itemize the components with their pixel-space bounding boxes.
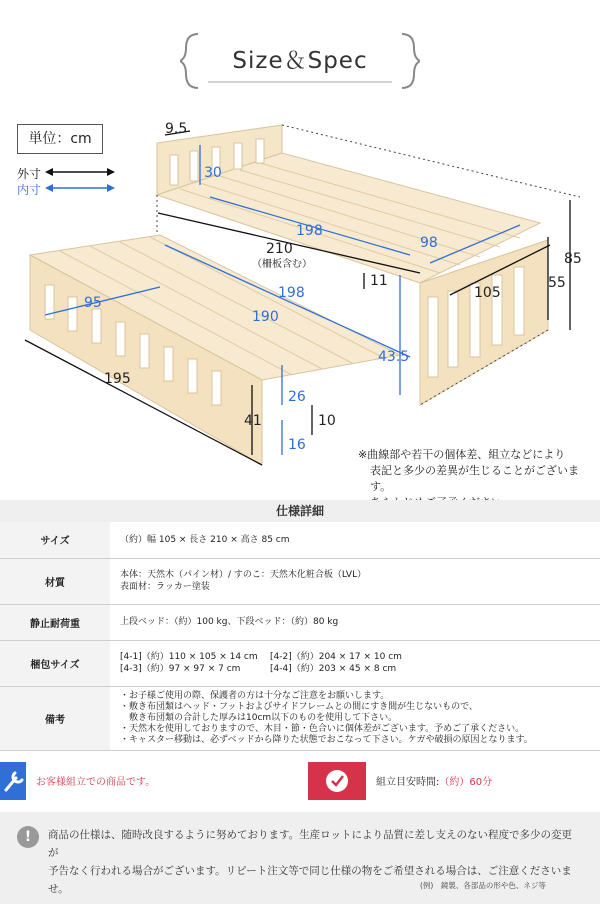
notice-line: 商品の仕様は、随時改良するように努めております。生産ロットにより品質に差し支えのない程度で多少の変更が <box>48 829 572 859</box>
note-line: 表記と多少の差異が生じることがございます。 <box>370 464 579 493</box>
dim-9-5: 9.5 <box>165 121 188 137</box>
material-line: 本体：天然木（パイン材）/ すのこ：天然木化粧合板（LVL） <box>120 570 367 580</box>
remark-line: ・敷き布団類はヘッド・フットおよびサイドフレームとの間にすき間が生じないもので、 <box>120 701 478 712</box>
package-item: [4-4]（約）203 × 45 × 8 cm <box>270 664 397 674</box>
dim-95: 95 <box>84 295 102 311</box>
dim-198-lower: 198 <box>278 285 305 301</box>
assembly-text: お客様組立での商品です。 <box>36 777 156 788</box>
table-row <box>0 558 600 604</box>
assembly-time-label: 組立目安時間: <box>376 777 440 788</box>
note-line: ※曲線部や若干の個体差、組立などにより <box>358 448 566 461</box>
dim-43-5: 43.5 <box>378 349 410 365</box>
row-value-load: 上段ベッド：（約）100 kg、下段ベッド：（約）80 kg <box>110 604 600 640</box>
dim-210: 210 <box>266 241 293 257</box>
row-head-remarks: 備考 <box>0 686 110 750</box>
dim-30: 30 <box>204 165 222 181</box>
clock-icon <box>308 762 366 800</box>
legend-outer-label: 外寸 <box>17 167 42 181</box>
wrench-icon <box>0 762 26 800</box>
dim-105: 105 <box>474 285 501 301</box>
spec-table <box>0 522 600 751</box>
remark-line: ・キャスター移動は、必ずベッドから降りた状態でおこなって下さい。ケガや破損の原因となります。 <box>120 734 533 745</box>
row-value-package <box>110 640 600 686</box>
package-item: [4-3]（約）97 × 97 × 7 cm <box>120 664 241 674</box>
table-row <box>0 522 600 558</box>
page-title: Size＆Spec <box>232 48 368 74</box>
bed-illustration <box>0 105 600 495</box>
assembly-time <box>376 773 492 788</box>
dim-10: 10 <box>318 413 336 429</box>
dim-98: 98 <box>420 235 438 251</box>
dim-198-upper: 198 <box>296 223 323 239</box>
material-line: 表面材：ラッカー塗装 <box>120 582 210 592</box>
row-head-package: 梱包サイズ <box>0 640 110 686</box>
row-head-material: 材質 <box>0 558 110 604</box>
lower-bed <box>30 235 400 465</box>
row-value-remarks <box>110 686 600 750</box>
dim-195: 195 <box>104 371 131 387</box>
row-head-load: 静止耐荷重 <box>0 604 110 640</box>
package-item: [4-1]（約）110 × 105 × 14 cm <box>120 652 258 662</box>
notice-box <box>0 812 600 904</box>
row-head-size: サイズ <box>0 522 110 558</box>
spec-title: 仕様詳細 <box>0 500 600 522</box>
table-row <box>0 640 600 686</box>
dim-85: 85 <box>564 251 582 267</box>
package-grid <box>120 651 600 675</box>
row-value-size: （約）幅 105 × 長さ 210 × 高さ 85 cm <box>110 522 600 558</box>
notice-example: (例) 鏡製、各部品の形や色、ネジ等 <box>420 881 546 890</box>
exclamation-icon: ! <box>17 826 39 848</box>
assembly-time-value: （約）60分 <box>439 777 493 788</box>
dim-16: 16 <box>288 437 306 453</box>
dim-190: 190 <box>252 309 279 325</box>
remark-line: ・お子様ご使用の際、保護者の方は十分なご注意をお願いします。 <box>120 690 390 701</box>
remark-line: ・天然木を使用しておりますので、木目・節・色合いに個体差がございます。予めご了承ください。 <box>120 723 525 734</box>
table-row <box>0 604 600 640</box>
row-value-material <box>110 558 600 604</box>
section-title-frame <box>180 28 420 94</box>
remark-line: 敷き布団類の合計した厚みは10cm以下のものを使用して下さい。 <box>120 712 398 723</box>
assembly-bar <box>0 762 600 800</box>
dim-11: 11 <box>370 273 388 289</box>
legend-inner-label: 内寸 <box>17 183 42 197</box>
dim-26: 26 <box>288 389 306 405</box>
table-row <box>0 686 600 750</box>
notice-line: 予告なく行われる場合がございます。リピート注文等で同じ仕様の物をご希望される場合は、ご注意くださいませ。 <box>48 865 572 895</box>
dim-55: 55 <box>548 275 566 291</box>
package-item: [4-2]（約）204 × 17 × 10 cm <box>270 652 402 662</box>
dim-210-note: （柵板含む） <box>252 259 312 270</box>
dim-41: 41 <box>244 413 262 429</box>
unit-label: 単位：cm <box>17 124 103 154</box>
